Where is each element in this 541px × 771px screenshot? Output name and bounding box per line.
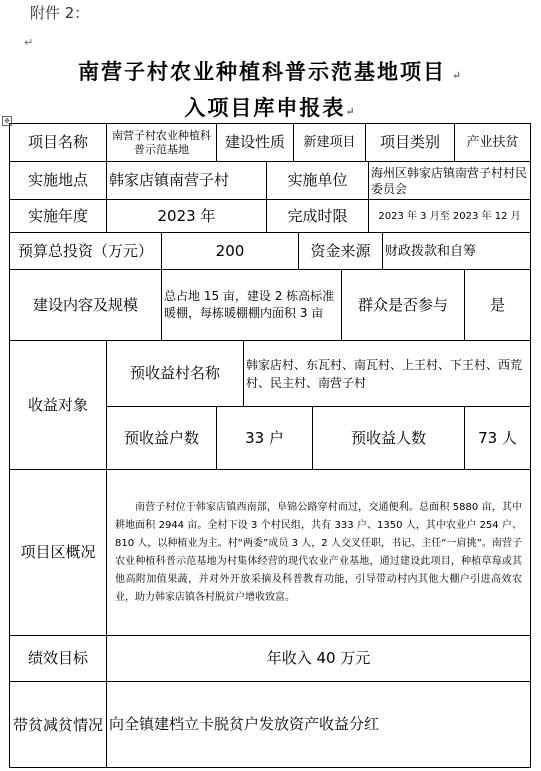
location-value: 韩家店镇南营子村 (106, 161, 266, 199)
appendix-label: 附件 2： (30, 4, 90, 22)
funding-value: 财政拨款和自筹 (382, 232, 531, 269)
project-category-label: 项目类别 (365, 123, 454, 161)
scale-value: 总占地 15 亩，建设 2 栋高标准暖棚，每栋暖棚棚内面积 3 亩 (161, 269, 341, 340)
year-label: 实施年度 (9, 199, 106, 232)
page-subtitle: 入项目库申报表↵ (184, 95, 357, 120)
beneficiary-village-value: 韩家店村、东瓦村、南瓦村、上王村、下王村、西荒村、民主村、南营子村 (243, 340, 531, 406)
project-name-value: 南营子村农业种植科普示范基地 (106, 123, 216, 161)
performance-label: 绩效目标 (9, 635, 106, 681)
beneficiary-households-value: 33 户 (216, 406, 312, 469)
beneficiary-village-label: 预收益村名称 (106, 340, 243, 406)
project-name-label: 项目名称 (9, 123, 106, 161)
page-title: 南营子村农业种植科普示范基地项目 ↵ (77, 59, 464, 84)
beneficiary-households-label: 预收益户数 (106, 406, 216, 469)
year-value: 2023 年 (106, 199, 266, 232)
scale-label: 建设内容及规模 (9, 269, 161, 340)
paragraph-mark: ↵ (24, 36, 34, 49)
implementing-unit-label: 实施单位 (266, 161, 368, 199)
beneficiary-label: 收益对象 (9, 340, 106, 469)
period-value: 2023 年 3 月至 2023 年 12 月 (368, 199, 531, 232)
implementing-unit-value: 海州区韩家店镇南营子村村民委员会 (368, 161, 531, 199)
performance-value: 年收入 40 万元 (106, 635, 531, 681)
period-label: 完成时限 (266, 199, 368, 232)
funding-label: 资金来源 (298, 232, 382, 269)
beneficiary-people-value: 73 人 (464, 406, 531, 469)
overview-label: 项目区概况 (9, 469, 106, 635)
poverty-label: 带贫减贫情况 (9, 681, 106, 768)
beneficiary-people-label: 预收益人数 (312, 406, 464, 469)
participation-value: 是 (464, 269, 531, 340)
overview-cell (106, 469, 531, 635)
construction-nature-value: 新建项目 (293, 123, 365, 161)
budget-value: 200 (161, 232, 298, 269)
budget-label: 预算总投资（万元） (9, 232, 161, 269)
construction-nature-label: 建设性质 (216, 123, 293, 161)
overview-paragraph: 南营子村位于韩家店镇西南部，阜锦公路穿村而过，交通便利。总面积 5880 亩，其中耕地面积 2944 亩。全村下设 3 个村民组，共有 333 户、1350 人，其中农业户 254 户、810 人，以种植业为主。村“两委”成员 3 人，2 人交叉任职，书记、主任“一肩挑”。南营子农业种植科普示范基地为村集体经营的现代农业产业基地，通过建设此项目，种植草莓或其他高附加值果蔬，并对外开放采摘及科普教育功能，引导带动村内其他大棚户引进高效农业，助力韩家店镇各村脱贫户增收致富。 (115, 501, 522, 603)
participation-label: 群众是否参与 (341, 269, 464, 340)
table-anchor-icon[interactable]: ✥ (2, 116, 12, 126)
location-label: 实施地点 (9, 161, 106, 199)
project-category-value: 产业扶贫 (454, 123, 531, 161)
poverty-value: 向全镇建档立卡脱贫户发放资产收益分红 (106, 681, 531, 768)
application-form-table (9, 123, 531, 768)
